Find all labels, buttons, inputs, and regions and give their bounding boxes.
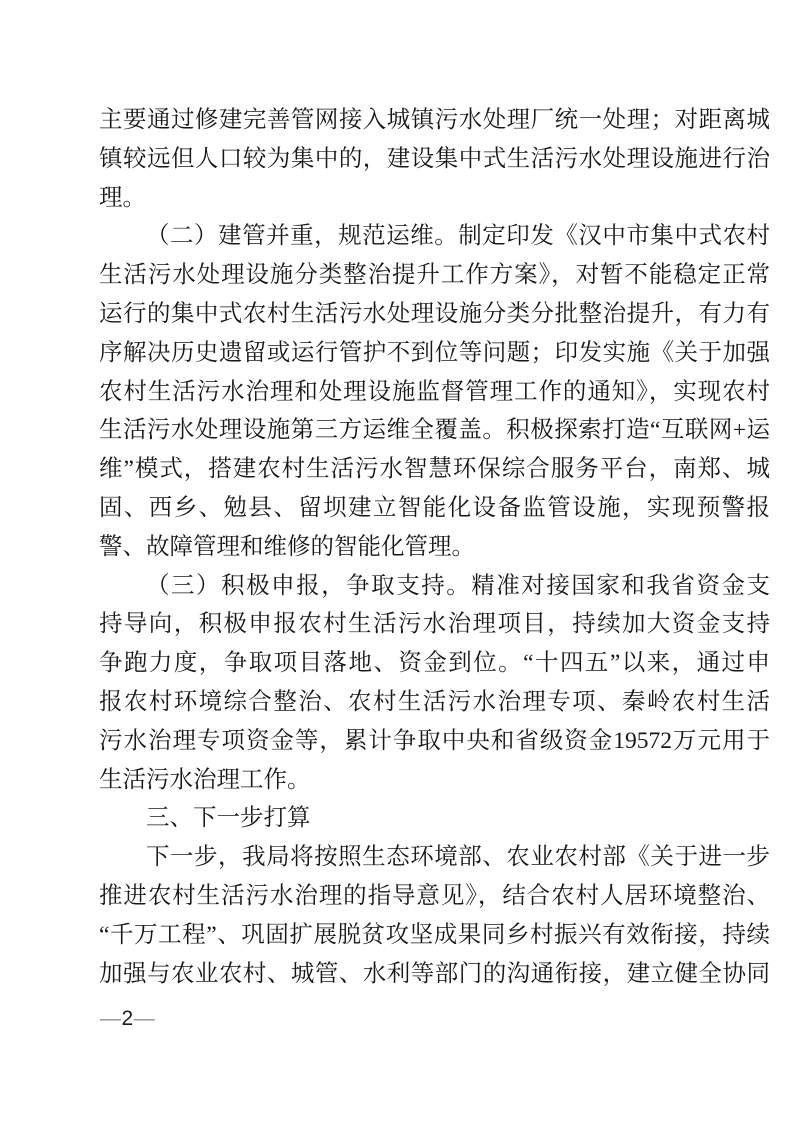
text-line: （二）建管并重，规范运维。制定印发《汉中市集中式农村: [146, 223, 770, 250]
text-line: 主要通过修建完善管网接入城镇污水处理厂统一处理；对距离城: [99, 107, 770, 133]
text-line: 加强与农业农村、城管、水利等部门的沟通衔接，建立健全协同: [99, 960, 770, 987]
page-number: 2: [121, 1007, 134, 1030]
text-line: 镇较远但人口较为集中的，建设集中式生活污水处理设施进行治: [99, 145, 770, 172]
text-line: 推进农村生活污水治理的指导意见》，结合农村人居环境整治、: [99, 882, 770, 909]
page-number-footer: [100, 1007, 155, 1031]
text-line: 生活污水处理设施分类整治提升工作方案》，对暂不能稳定正常: [99, 262, 770, 289]
text-line: 警、故障管理和维修的智能化管理。: [99, 533, 475, 560]
text-line: 序解决历史遗留或运行管护不到位等问题；印发实施《关于加强: [99, 339, 770, 366]
text-line: 理。: [99, 184, 146, 211]
text-line: 运行的集中式农村生活污水处理设施分类分批整治提升，有力有: [99, 300, 770, 327]
text-line: （三）积极申报，争取支持。精准对接国家和我省资金支: [146, 572, 770, 599]
text-line: 持导向，积极申报农村生活污水治理项目，持续加大资金支持: [99, 611, 770, 638]
footer-dash-left: —: [100, 1007, 122, 1030]
text-line: 报农村环境综合整治、农村生活污水治理专项、秦岭农村生活: [99, 688, 770, 715]
text-line: 三、下一步打算: [146, 805, 311, 832]
text-line: 固、西乡、勉县、留坝建立智能化设备监管设施，实现预警报: [99, 494, 770, 521]
text-line: “千万工程”、巩固扩展脱贫攻坚成果同乡村振兴有效衔接，持续: [99, 921, 770, 948]
text-line: 下一步，我局将按照生态环境部、农业农村部《关于进一步: [146, 844, 770, 871]
text-line: 争跑力度，争取项目落地、资金到位。“十四五”以来，通过申: [99, 650, 770, 677]
document-body: [99, 101, 770, 993]
text-line: 农村生活污水治理和处理设施监督管理工作的通知》，实现农村: [99, 378, 770, 405]
text-line: 维”模式，搭建农村生活污水智慧环保综合服务平台，南郑、城: [99, 456, 770, 483]
footer-dash-right: —: [133, 1007, 156, 1030]
text-line: 生活污水治理工作。: [99, 766, 311, 793]
text-line: 污水治理专项资金等，累计争取中央和省级资金19572万元用于: [99, 727, 770, 754]
text-line: 生活污水处理设施第三方运维全覆盖。积极探索打造“互联网+运: [99, 417, 770, 444]
